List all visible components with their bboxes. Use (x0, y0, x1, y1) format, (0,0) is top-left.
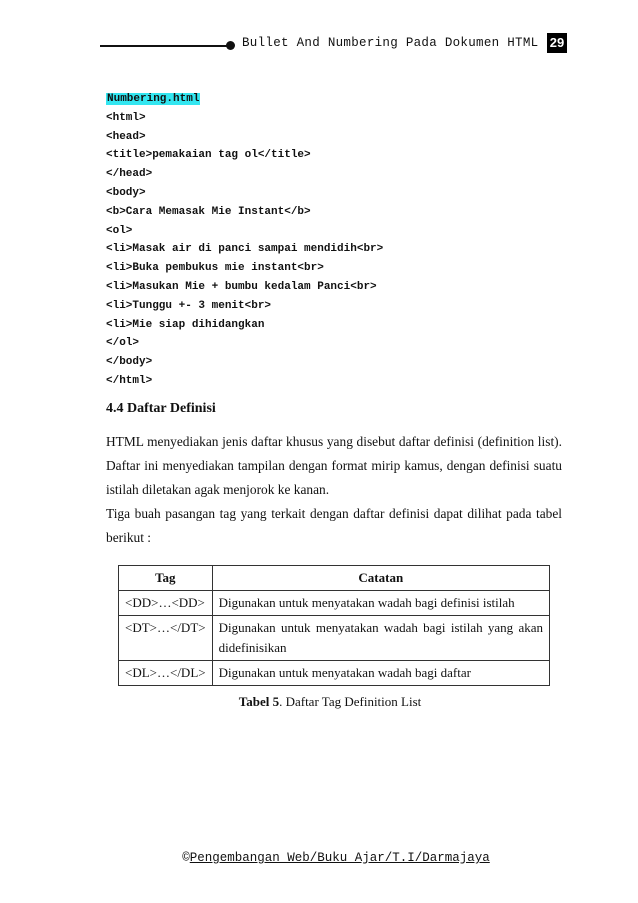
code-line: <li>Masak air di panci sampai mendidih<br> (106, 243, 384, 256)
page-header (100, 36, 570, 56)
table-cell-tag: <DL>…</DL> (119, 661, 213, 686)
code-listing (106, 90, 383, 391)
copyright-symbol: © (182, 851, 190, 865)
table-header-tag: Tag (119, 566, 213, 591)
caption-text: . Daftar Tag Definition List (279, 694, 422, 709)
code-line: <li>Masukan Mie + bumbu kedalam Panci<br> (106, 280, 377, 293)
code-line: <body> (106, 186, 146, 199)
caption-label: Tabel 5 (238, 694, 280, 709)
table-header-catatan: Catatan (212, 566, 549, 591)
code-line: <head> (106, 130, 146, 143)
code-line: <html> (106, 111, 146, 124)
header-rule (100, 45, 227, 47)
header-bullet-dot (226, 41, 235, 50)
code-line: </body> (106, 356, 153, 369)
body-paragraph: Tiga buah pasangan tag yang terkait dengan daftar definisi dapat dilihat pada tabel berikut : (106, 506, 562, 545)
table-caption (0, 694, 638, 710)
code-line: <title>pemakaian tag ol</title> (106, 149, 311, 162)
code-line: <b>Cara Memasak Mie Instant</b> (106, 205, 311, 218)
table-cell-tag: <DT>…</DT> (119, 616, 213, 661)
footer-text: Pengembangan Web/Buku Ajar/T.I/Darmajaya (189, 851, 490, 865)
table-cell-note: Digunakan untuk menyatakan wadah bagi daftar (212, 661, 549, 686)
code-line: </ol> (106, 337, 140, 350)
code-line: <li>Mie siap dihidangkan (106, 318, 265, 331)
code-line: </head> (106, 168, 153, 181)
code-line: <li>Tunggu +- 3 menit<br> (106, 299, 272, 312)
code-file-name: Numbering.html (107, 93, 200, 105)
page-number: 29 (547, 33, 567, 53)
table-header-row (119, 566, 550, 591)
table-row (119, 591, 550, 616)
definition-tag-table (118, 565, 550, 686)
table-row (119, 616, 550, 661)
table-cell-tag: <DD>…<DD> (119, 591, 213, 616)
code-line: <li>Buka pembukus mie instant<br> (106, 262, 324, 275)
code-line: </html> (106, 374, 153, 387)
table-row (119, 661, 550, 686)
table-cell-note: Digunakan untuk menyatakan wadah bagi istilah yang akan didefinisikan (212, 616, 549, 661)
page-footer (0, 851, 638, 865)
body-paragraph: HTML menyediakan jenis daftar khusus yang disebut daftar definisi (definition list). Daftar ini menyediakan tampilan dengan format mirip kamus, dengan definisi suatu istilah diletakan agak menjorok ke kanan. (106, 434, 562, 497)
header-title: Bullet And Numbering Pada Dokumen HTML (242, 36, 539, 50)
code-line: <ol> (106, 224, 133, 237)
section-heading: 4.4 Daftar Definisi (106, 401, 216, 416)
table-cell-note: Digunakan untuk menyatakan wadah bagi definisi istilah (212, 591, 549, 616)
